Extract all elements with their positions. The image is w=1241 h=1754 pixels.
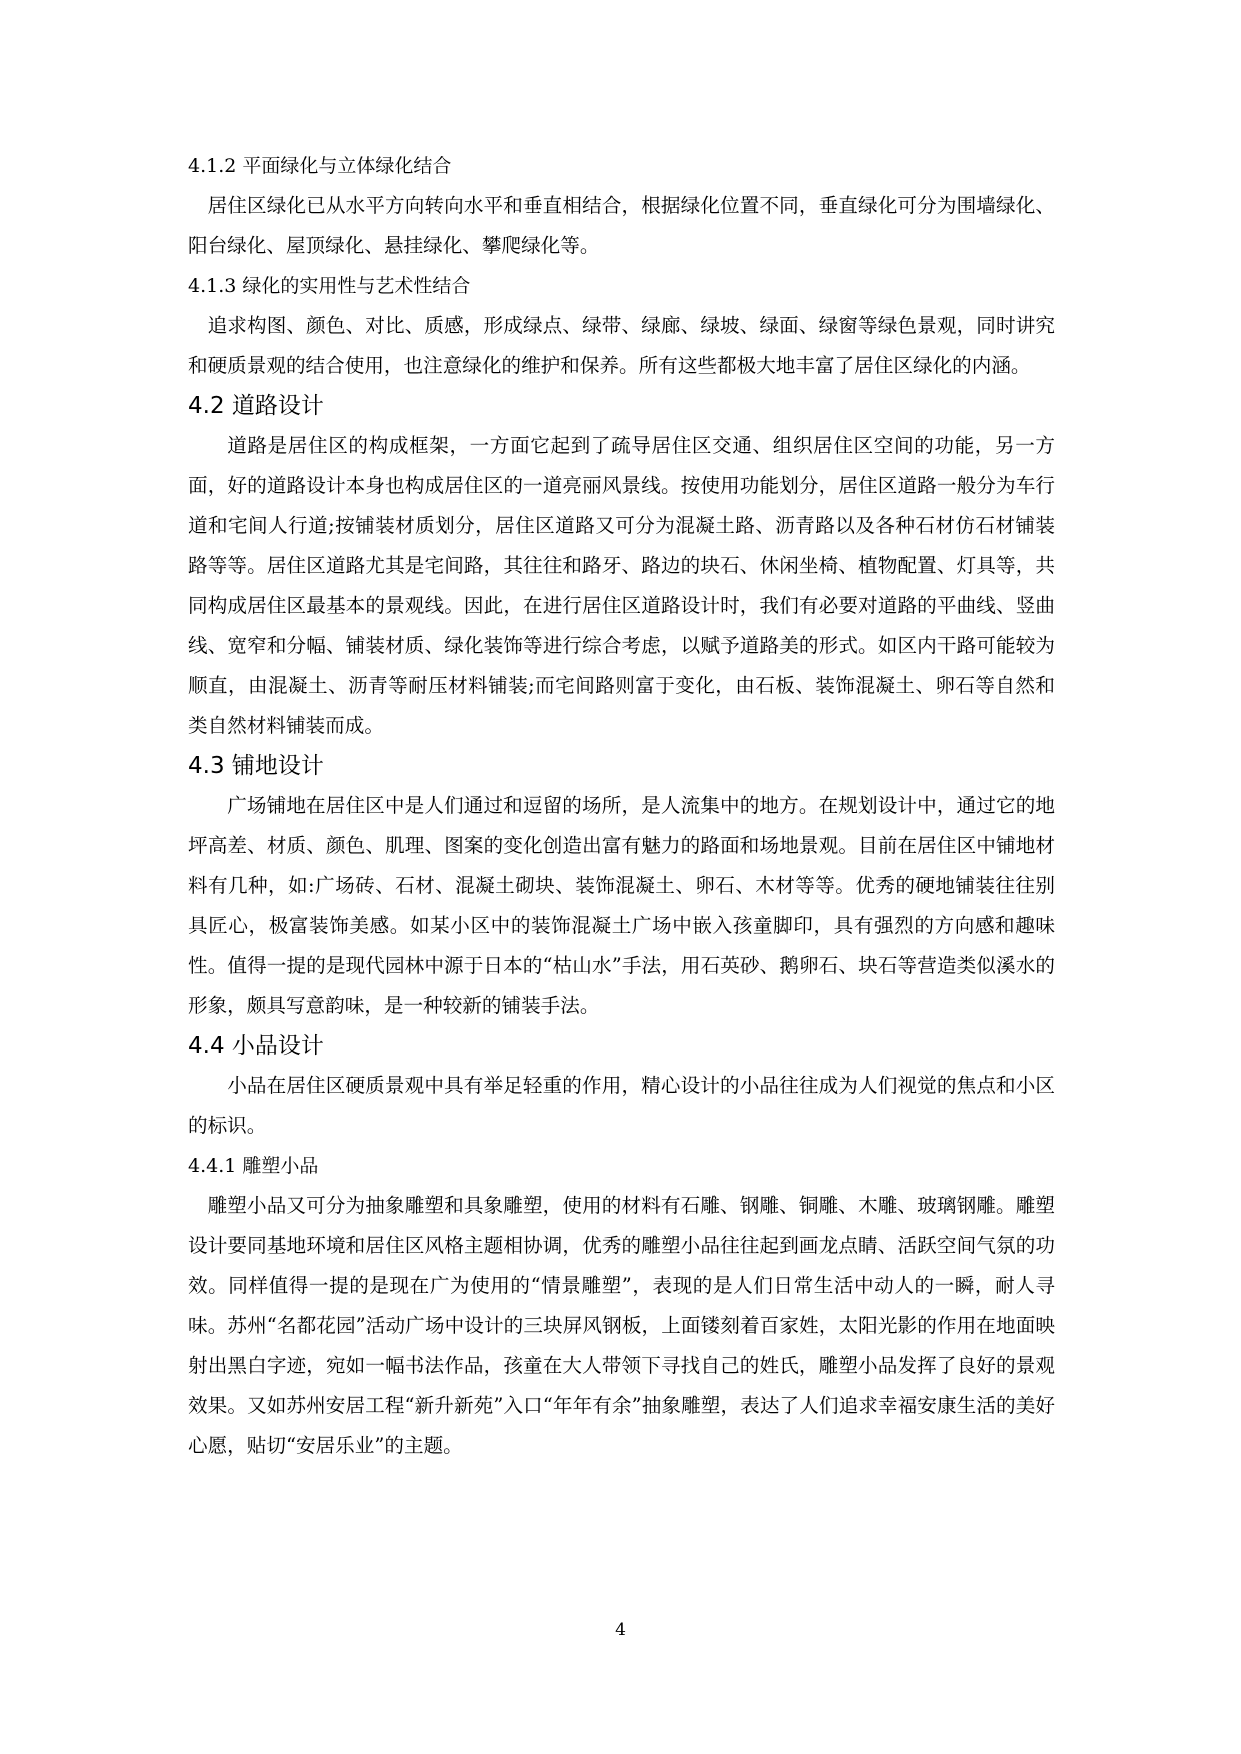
section-heading: 4.4 小品设计 [188,1033,324,1059]
section-heading: 4.2 道路设计 [188,393,324,419]
body-paragraph: 居住区绿化已从水平方向转向水平和垂直相结合，根据绿化位置不同，垂直绿化可分为围墙绿化、阳台绿化、屋顶绿化、悬挂绿化、攀爬绿化等。 [188,194,1055,257]
subsection-heading: 4.1.2 平面绿化与立体绿化结合 [188,155,452,177]
subsection-heading: 4.4.1 雕塑小品 [188,1155,319,1177]
body-paragraph: 广场铺地在居住区中是人们通过和逗留的场所，是人流集中的地方。在规划设计中，通过它的地坪高差、材质、颜色、肌理、图案的变化创造出富有魅力的路面和场地景观。目前在居住区中铺地材料有几种，如:广场砖、石材、混凝土砌块、装饰混凝土、卵石、木材等等。优秀的硬地铺装往往别具匠心，极富装饰美感。如某小区中的装饰混凝土广场中嵌入孩童脚印，具有强烈的方向感和趣味性。值得一提的是现代园林中源于日本的“枯山水”手法，用石英砂、鹅卵石、块石等营造类似溪水的形象，颇具写意韵味，是一种较新的铺装手法。 [188,794,1055,1017]
subsection-heading: 4.1.3 绿化的实用性与艺术性结合 [188,275,471,297]
body-paragraph: 雕塑小品又可分为抽象雕塑和具象雕塑，使用的材料有石雕、钢雕、铜雕、木雕、玻璃钢雕。雕塑设计要同基地环境和居住区风格主题相协调，优秀的雕塑小品往往起到画龙点睛、活跃空间气氛的功效。同样值得一提的是现在广为使用的“情景雕塑”，表现的是人们日常生活中动人的一瞬，耐人寻味。苏州“名都花园”活动广场中设计的三块屏风钢板，上面镂刻着百家姓，太阳光影的作用在地面映射出黑白字迹，宛如一幅书法作品，孩童在大人带领下寻找自己的姓氏，雕塑小品发挥了良好的景观效果。又如苏州安居工程“新升新苑”入口“年年有余”抽象雕塑，表达了人们追求幸福安康生活的美好心愿，贴切“安居乐业”的主题。 [188,1194,1055,1457]
body-paragraph: 道路是居住区的构成框架，一方面它起到了疏导居住区交通、组织居住区空间的功能，另一方面，好的道路设计本身也构成居住区的一道亮丽风景线。按使用功能划分，居住区道路一般分为车行道和宅间人行道;按铺装材质划分，居住区道路又可分为混凝土路、沥青路以及各种石材仿石材铺装路等等。居住区道路尤其是宅间路，其往往和路牙、路边的块石、休闲坐椅、植物配置、灯具等，共同构成居住区最基本的景观线。因此，在进行居住区道路设计时，我们有必要对道路的平曲线、竖曲线、宽窄和分幅、铺装材质、绿化装饰等进行综合考虑，以赋予道路美的形式。如区内干路可能较为顺直，由混凝土、沥青等耐压材料铺装;而宅间路则富于变化，由石板、装饰混凝土、卵石等自然和类自然材料铺装而成。 [188,434,1055,737]
section-heading: 4.3 铺地设计 [188,753,324,779]
body-paragraph: 小品在居住区硬质景观中具有举足轻重的作用，精心设计的小品往往成为人们视觉的焦点和小区的标识。 [188,1074,1055,1137]
document-body [188,146,1055,1466]
body-paragraph: 追求构图、颜色、对比、质感，形成绿点、绿带、绿廊、绿坡、绿面、绿窗等绿色景观，同时讲究和硬质景观的结合使用，也注意绿化的维护和保养。所有这些都极大地丰富了居住区绿化的内涵。 [188,314,1055,377]
page-number: 4 [615,1620,626,1640]
